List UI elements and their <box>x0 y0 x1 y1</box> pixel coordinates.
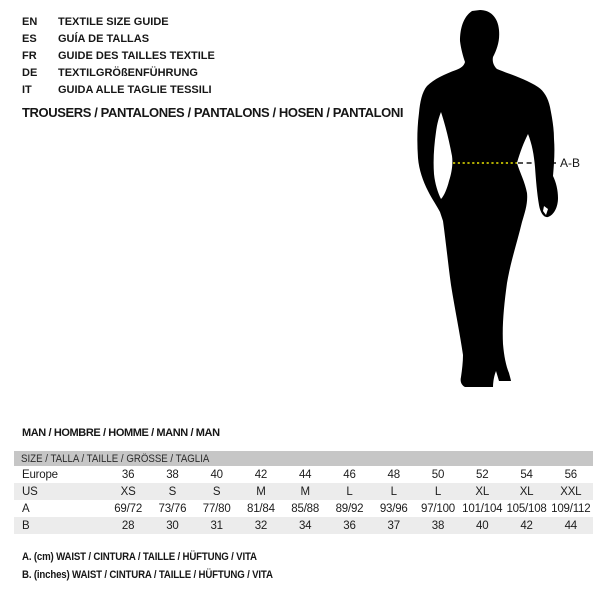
note-waist-cm: A. (cm) WAIST / CINTURA / TAILLE / HÜFTUNG / VITA <box>22 551 257 563</box>
row-label: Europe <box>22 468 58 481</box>
lang-code: EN <box>22 15 38 28</box>
table-cell: 109/112 <box>551 502 591 515</box>
table-cell: 36 <box>343 519 356 532</box>
silhouette-svg <box>410 0 600 400</box>
man-silhouette-figure <box>410 0 600 400</box>
lang-code: DE <box>22 66 38 79</box>
man-section-title: MAN / HOMBRE / HOMME / MANN / MAN <box>22 427 220 439</box>
table-cell: 36 <box>121 468 135 481</box>
table-cell: L <box>346 485 353 498</box>
size-table-header-label: SIZE / TALLA / TAILLE / GRÖSSE / TAGLIA <box>21 452 210 465</box>
table-cell: 50 <box>431 468 445 481</box>
table-cell: 40 <box>210 468 223 481</box>
table-cell: 31 <box>210 519 223 532</box>
table-cell: 97/100 <box>421 502 455 515</box>
man-silhouette <box>417 10 558 387</box>
row-label: US <box>22 485 38 498</box>
table-cell: 77/80 <box>202 502 231 515</box>
lang-row-en <box>22 13 215 30</box>
table-cell: 93/96 <box>379 502 408 515</box>
lang-row-de <box>22 64 215 81</box>
category-title: TROUSERS / PANTALONES / PANTALONS / HOSEN / PANTALONI <box>22 105 404 120</box>
row-cells <box>106 483 593 500</box>
lang-row-es <box>22 30 215 47</box>
table-row-us <box>14 483 593 500</box>
lang-label: TEXTILGRÖßENFÜHRUNG <box>58 66 198 79</box>
table-cell: XS <box>120 485 136 498</box>
table-cell: 52 <box>476 468 489 481</box>
table-cell: XXL <box>560 485 582 498</box>
table-cell: 30 <box>166 519 179 532</box>
lang-row-fr <box>22 47 215 64</box>
size-table <box>14 451 593 534</box>
table-cell: 37 <box>387 519 400 532</box>
table-cell: 38 <box>431 519 445 532</box>
table-cell: 105/108 <box>506 502 547 515</box>
table-cell: 40 <box>476 519 489 532</box>
lang-code: ES <box>22 32 37 45</box>
table-row-b <box>14 517 593 534</box>
table-cell: 85/88 <box>291 502 320 515</box>
table-cell: 48 <box>387 468 400 481</box>
table-cell: L <box>390 485 397 498</box>
table-cell: S <box>212 485 221 498</box>
lang-code: IT <box>22 83 32 96</box>
table-cell: 69/72 <box>114 502 143 515</box>
table-cell: M <box>256 485 266 498</box>
table-cell: 44 <box>298 468 312 481</box>
lang-label: GUÍA DE TALLAS <box>58 32 150 45</box>
measure-label-ab: A-B <box>560 156 581 170</box>
table-cell: 34 <box>298 519 312 532</box>
row-cells <box>106 500 593 517</box>
table-cell: 28 <box>121 519 135 532</box>
table-cell: 54 <box>520 468 533 481</box>
lang-label: TEXTILE SIZE GUIDE <box>58 15 169 28</box>
table-cell: L <box>434 485 442 498</box>
table-cell: XL <box>519 485 534 498</box>
table-cell: 46 <box>343 468 356 481</box>
lang-code: FR <box>22 49 37 62</box>
row-label: B <box>22 519 30 532</box>
table-cell: 73/76 <box>158 502 187 515</box>
table-cell: 32 <box>254 519 268 532</box>
lang-label: GUIDA ALLE TAGLIE TESSILI <box>58 83 212 96</box>
row-cells <box>106 466 593 483</box>
row-label: A <box>22 502 30 515</box>
table-cell: 101/104 <box>462 502 503 515</box>
table-cell: S <box>168 485 177 498</box>
table-row-a <box>14 500 593 517</box>
table-cell: 81/84 <box>247 502 275 515</box>
row-cells <box>106 517 593 534</box>
table-cell: 89/92 <box>335 502 364 515</box>
table-cell: XL <box>475 485 490 498</box>
table-cell: M <box>300 485 310 498</box>
table-cell: 42 <box>254 468 268 481</box>
note-waist-inches: B. (inches) WAIST / CINTURA / TAILLE / HÜFTUNG / VITA <box>22 569 273 581</box>
lang-row-it <box>22 81 215 98</box>
language-title-block <box>22 13 215 98</box>
lang-label: GUIDE DES TAILLES TEXTILE <box>58 49 215 62</box>
table-cell: 44 <box>564 519 577 532</box>
table-cell: 42 <box>520 519 533 532</box>
table-cell: 56 <box>564 468 577 481</box>
table-row-europe <box>14 466 593 483</box>
size-table-header <box>14 451 593 466</box>
table-cell: 38 <box>166 468 179 481</box>
